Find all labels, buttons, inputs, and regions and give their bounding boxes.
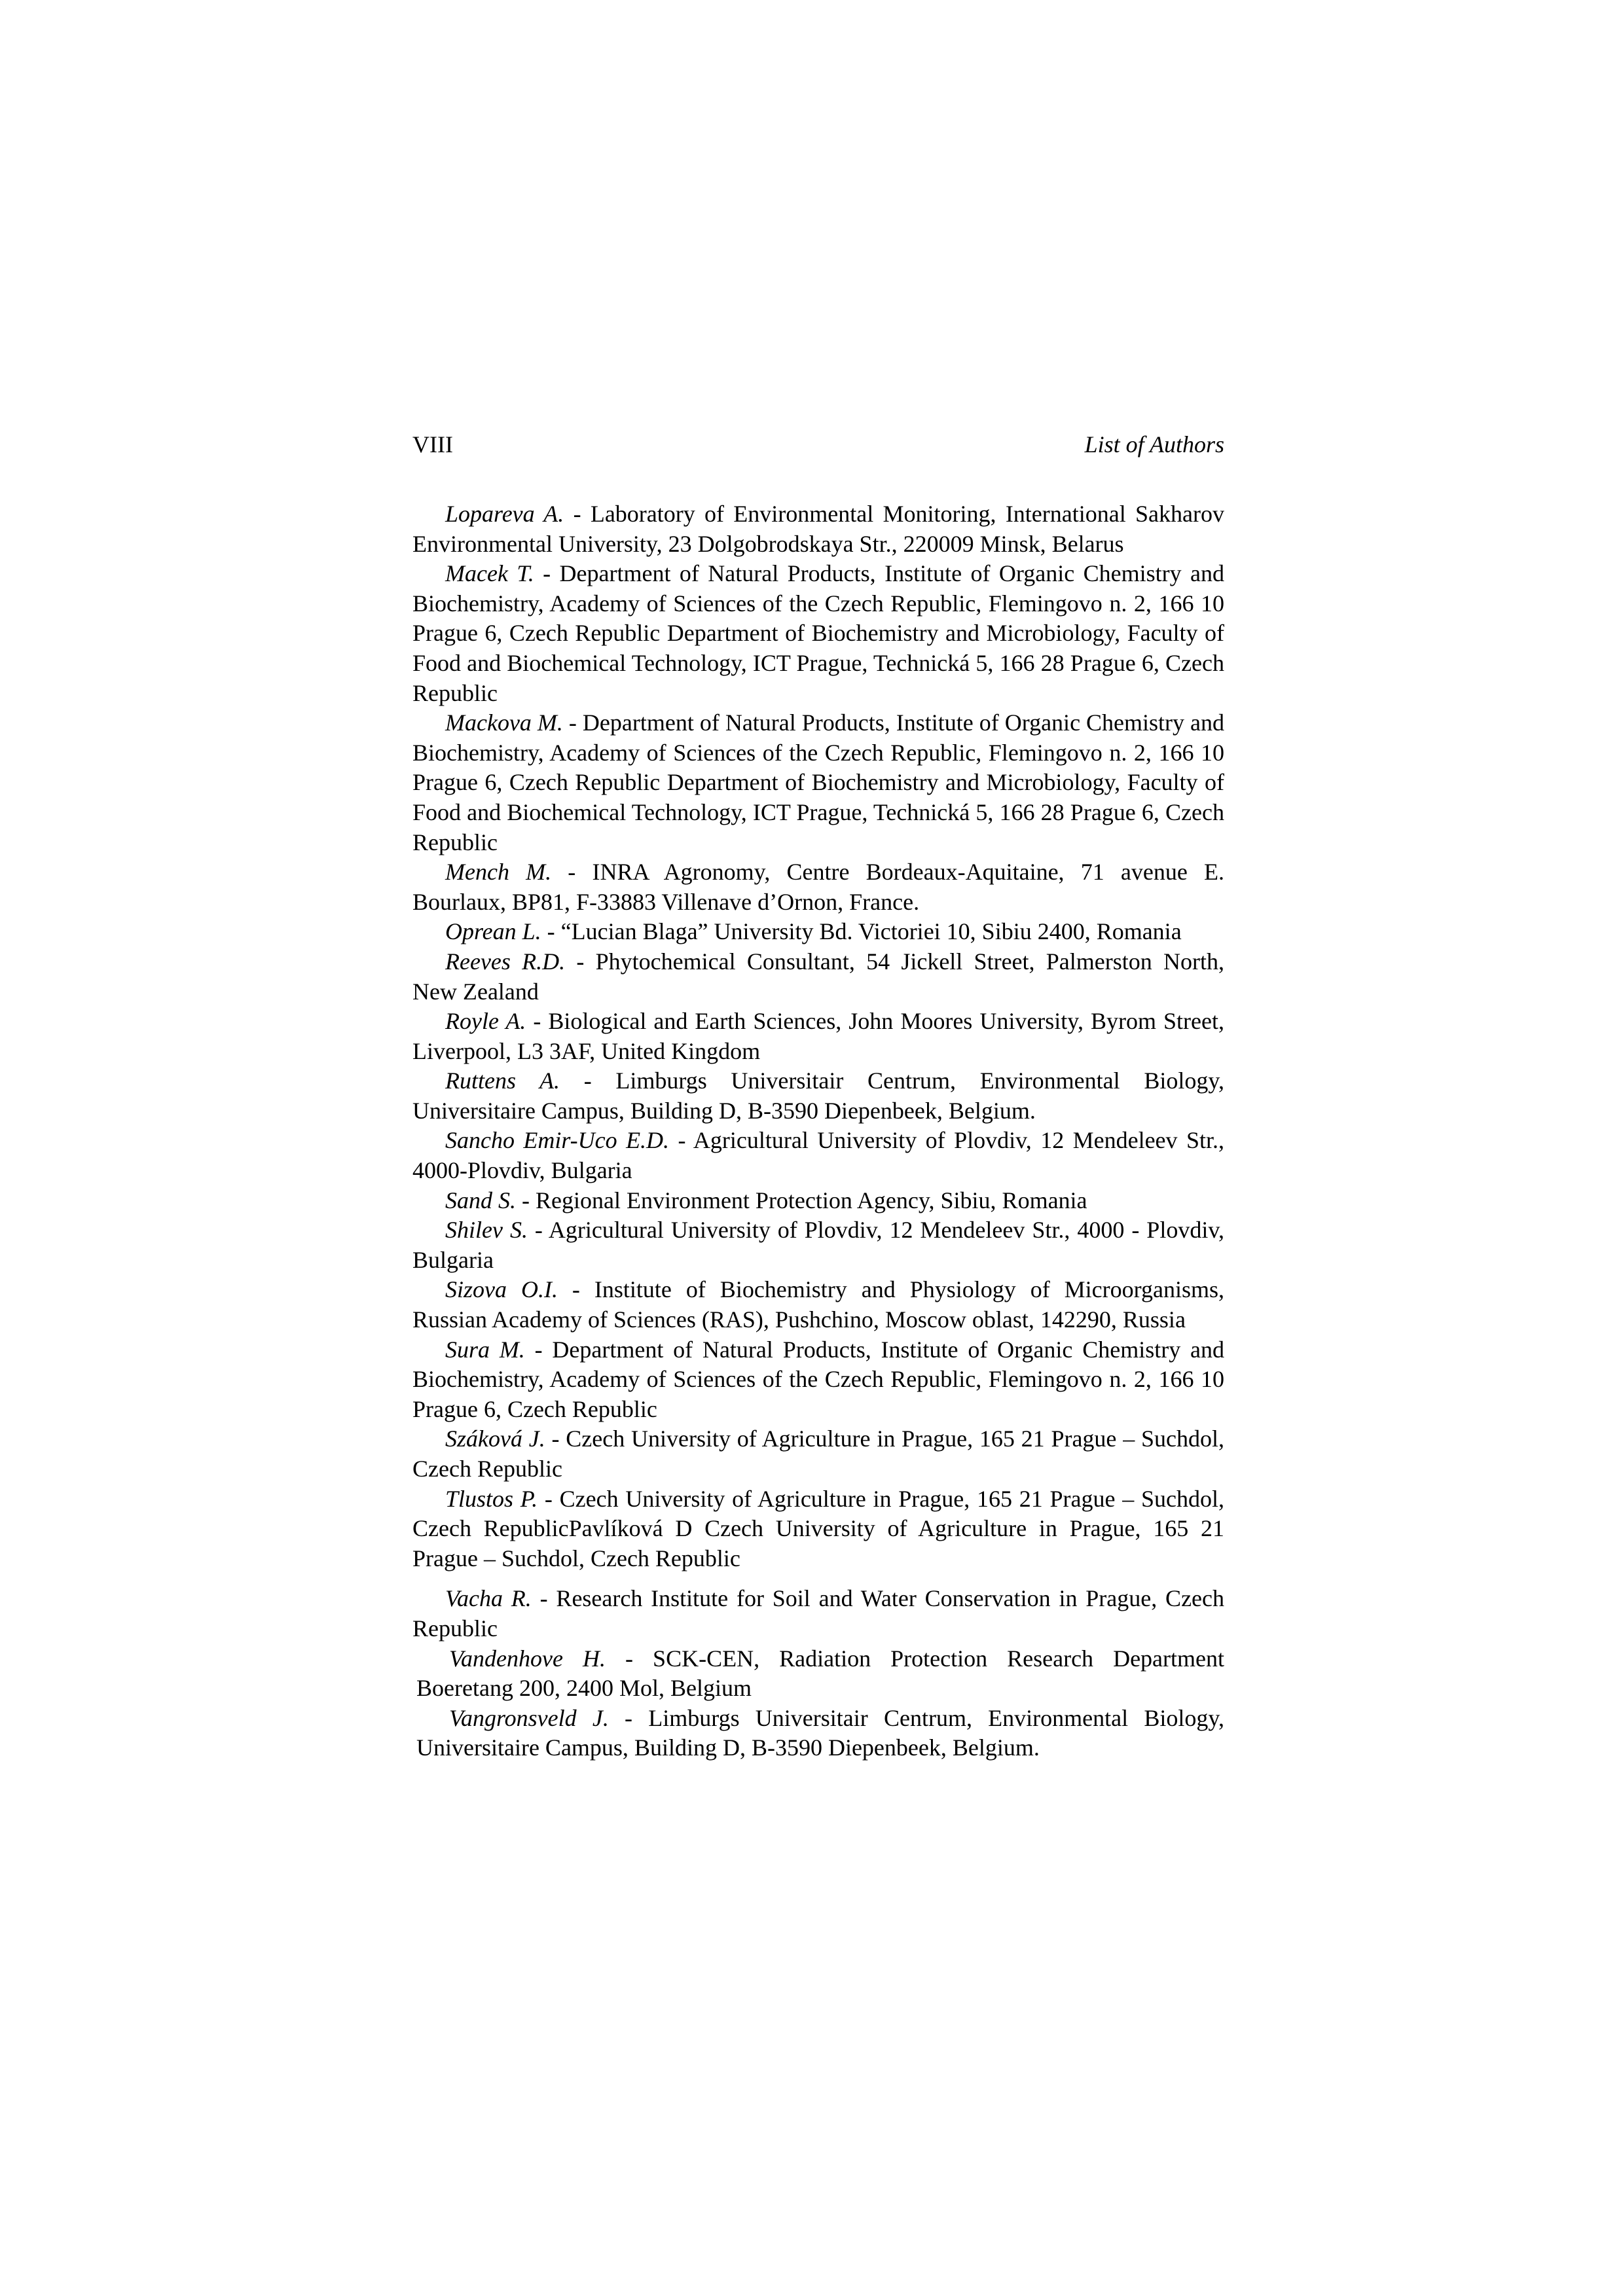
author-name: Sancho Emir-Uco E.D.: [445, 1127, 670, 1154]
author-entry: [412, 1186, 1224, 1216]
author-affiliation: - Czech University of Agriculture in Prague, 165 21 Prague – Suchdol, Czech Republic: [412, 1426, 1224, 1482]
author-name: Vacha R.: [445, 1585, 532, 1612]
author-affiliation: - Limburgs Universitair Centrum, Environmental Biology, Universitaire Campus, Building D, B-3590 Diepenbeek, Belgium.: [416, 1704, 1224, 1761]
author-entry: [412, 1215, 1224, 1275]
author-entry: [412, 917, 1224, 947]
author-affiliation: - Department of Natural Products, Institute of Organic Chemistry and Biochemistry, Academy of Sciences of the Czech Republic, Flemingovo n. 2, 166 10 Prague 6, Czech Republic Department of Biochemistry and Microbiology, Faculty of Food and Biochemical Technology, ICT Prague, Technická 5, 166 28 Prague 6, Czech Republic: [412, 709, 1225, 855]
author-name: Vangronsveld J.: [449, 1704, 609, 1731]
author-name: Reeves R.D.: [445, 948, 566, 975]
author-affiliation: - SCK-CEN, Radiation Protection Research Department Boeretang 200, 2400 Mol, Belgium: [416, 1645, 1225, 1702]
author-entry: [412, 499, 1224, 559]
author-name: Sizova O.I.: [445, 1276, 558, 1303]
author-name: Lopareva A.: [445, 501, 564, 527]
author-affiliation: - Czech University of Agriculture in Prague, 165 21 Prague – Suchdol, Czech RepublicPavlíková D Czech University of Agriculture in Prague, 165 21 Prague – Suchdol, Czech Republic: [412, 1485, 1224, 1571]
author-name: Vandenhove H.: [449, 1645, 606, 1672]
author-name: Ruttens A.: [445, 1067, 560, 1094]
page-number: VIII: [412, 431, 453, 457]
author-entry: [412, 559, 1224, 708]
author-name: Macek T.: [445, 560, 534, 587]
author-affiliation: - “Lucian Blaga” University Bd. Victoriei 10, Sibiu 2400, Romania: [541, 918, 1182, 945]
author-entry: [416, 1704, 1224, 1763]
author-name: Oprean L.: [445, 918, 541, 945]
author-name: Shilev S.: [445, 1217, 528, 1244]
author-affiliation: - Limburgs Universitair Centrum, Environmental Biology, Universitaire Campus, Building D, B-3590 Diepenbeek, Belgium.: [412, 1067, 1224, 1124]
author-entry: [412, 857, 1224, 917]
author-entry: [412, 1484, 1224, 1574]
author-entry: [416, 1644, 1224, 1704]
author-name: Száková J.: [445, 1426, 545, 1452]
author-affiliation: - Phytochemical Consultant, 54 Jickell Street, Palmerston North, New Zealand: [412, 948, 1224, 1005]
author-entry: [412, 947, 1224, 1007]
author-affiliation: - Biological and Earth Sciences, John Moores University, Byrom Street, Liverpool, L3 3AF, United Kingdom: [412, 1008, 1224, 1064]
running-title: List of Authors: [1084, 431, 1224, 457]
author-name: Mench M.: [445, 859, 552, 886]
author-affiliation: - Department of Natural Products, Institute of Organic Chemistry and Biochemistry, Academy of Sciences of the Czech Republic, Flemingovo n. 2, 166 10 Prague 6, Czech Republic Department of Biochemistry and Microbiology, Faculty of Food and Biochemical Technology, ICT Prague, Technická 5, 166 28 Prague 6, Czech Republic: [412, 560, 1224, 706]
author-entry: [412, 708, 1224, 857]
author-affiliation: - Agricultural University of Plovdiv, 12 Mendeleev Str., 4000 - Plovdiv, Bulgaria: [412, 1217, 1224, 1273]
author-entry: [412, 1126, 1224, 1185]
author-affiliation: - Regional Environment Protection Agency, Sibiu, Romania: [516, 1187, 1087, 1213]
author-entry: [412, 1007, 1224, 1066]
page-header: [412, 428, 1224, 461]
author-list: [412, 499, 1224, 1763]
author-affiliation: - Institute of Biochemistry and Physiology of Microorganisms, Russian Academy of Sciences (RAS), Pushchino, Moscow oblast, 142290, Russia: [412, 1276, 1224, 1333]
author-name: Sura M.: [445, 1336, 525, 1363]
author-entry: [412, 1335, 1224, 1425]
author-name: Royle A.: [445, 1008, 526, 1035]
author-name: Sand S.: [445, 1187, 516, 1213]
author-affiliation: - INRA Agronomy, Centre Bordeaux-Aquitaine, 71 avenue E. Bourlaux, BP81, F-33883 Villenave d’Ornon, France.: [412, 859, 1225, 915]
author-entry: [412, 1424, 1224, 1484]
author-name: Mackova M.: [445, 709, 563, 736]
author-affiliation: - Laboratory of Environmental Monitoring, International Sakharov Environmental University, 23 Dolgobrodskaya Str., 220009 Minsk, Belarus: [412, 501, 1224, 557]
author-entry: [412, 1066, 1224, 1126]
author-affiliation: - Department of Natural Products, Institute of Organic Chemistry and Biochemistry, Academy of Sciences of the Czech Republic, Flemingovo n. 2, 166 10 Prague 6, Czech Republic: [412, 1336, 1225, 1422]
author-entry: [412, 1275, 1224, 1335]
author-affiliation: - Research Institute for Soil and Water Conservation in Prague, Czech Republic: [412, 1585, 1225, 1641]
author-entry: [412, 1584, 1224, 1643]
author-name: Tlustos P.: [445, 1485, 538, 1512]
author-affiliation: - Agricultural University of Plovdiv, 12 Mendeleev Str., 4000-Plovdiv, Bulgaria: [412, 1127, 1224, 1184]
